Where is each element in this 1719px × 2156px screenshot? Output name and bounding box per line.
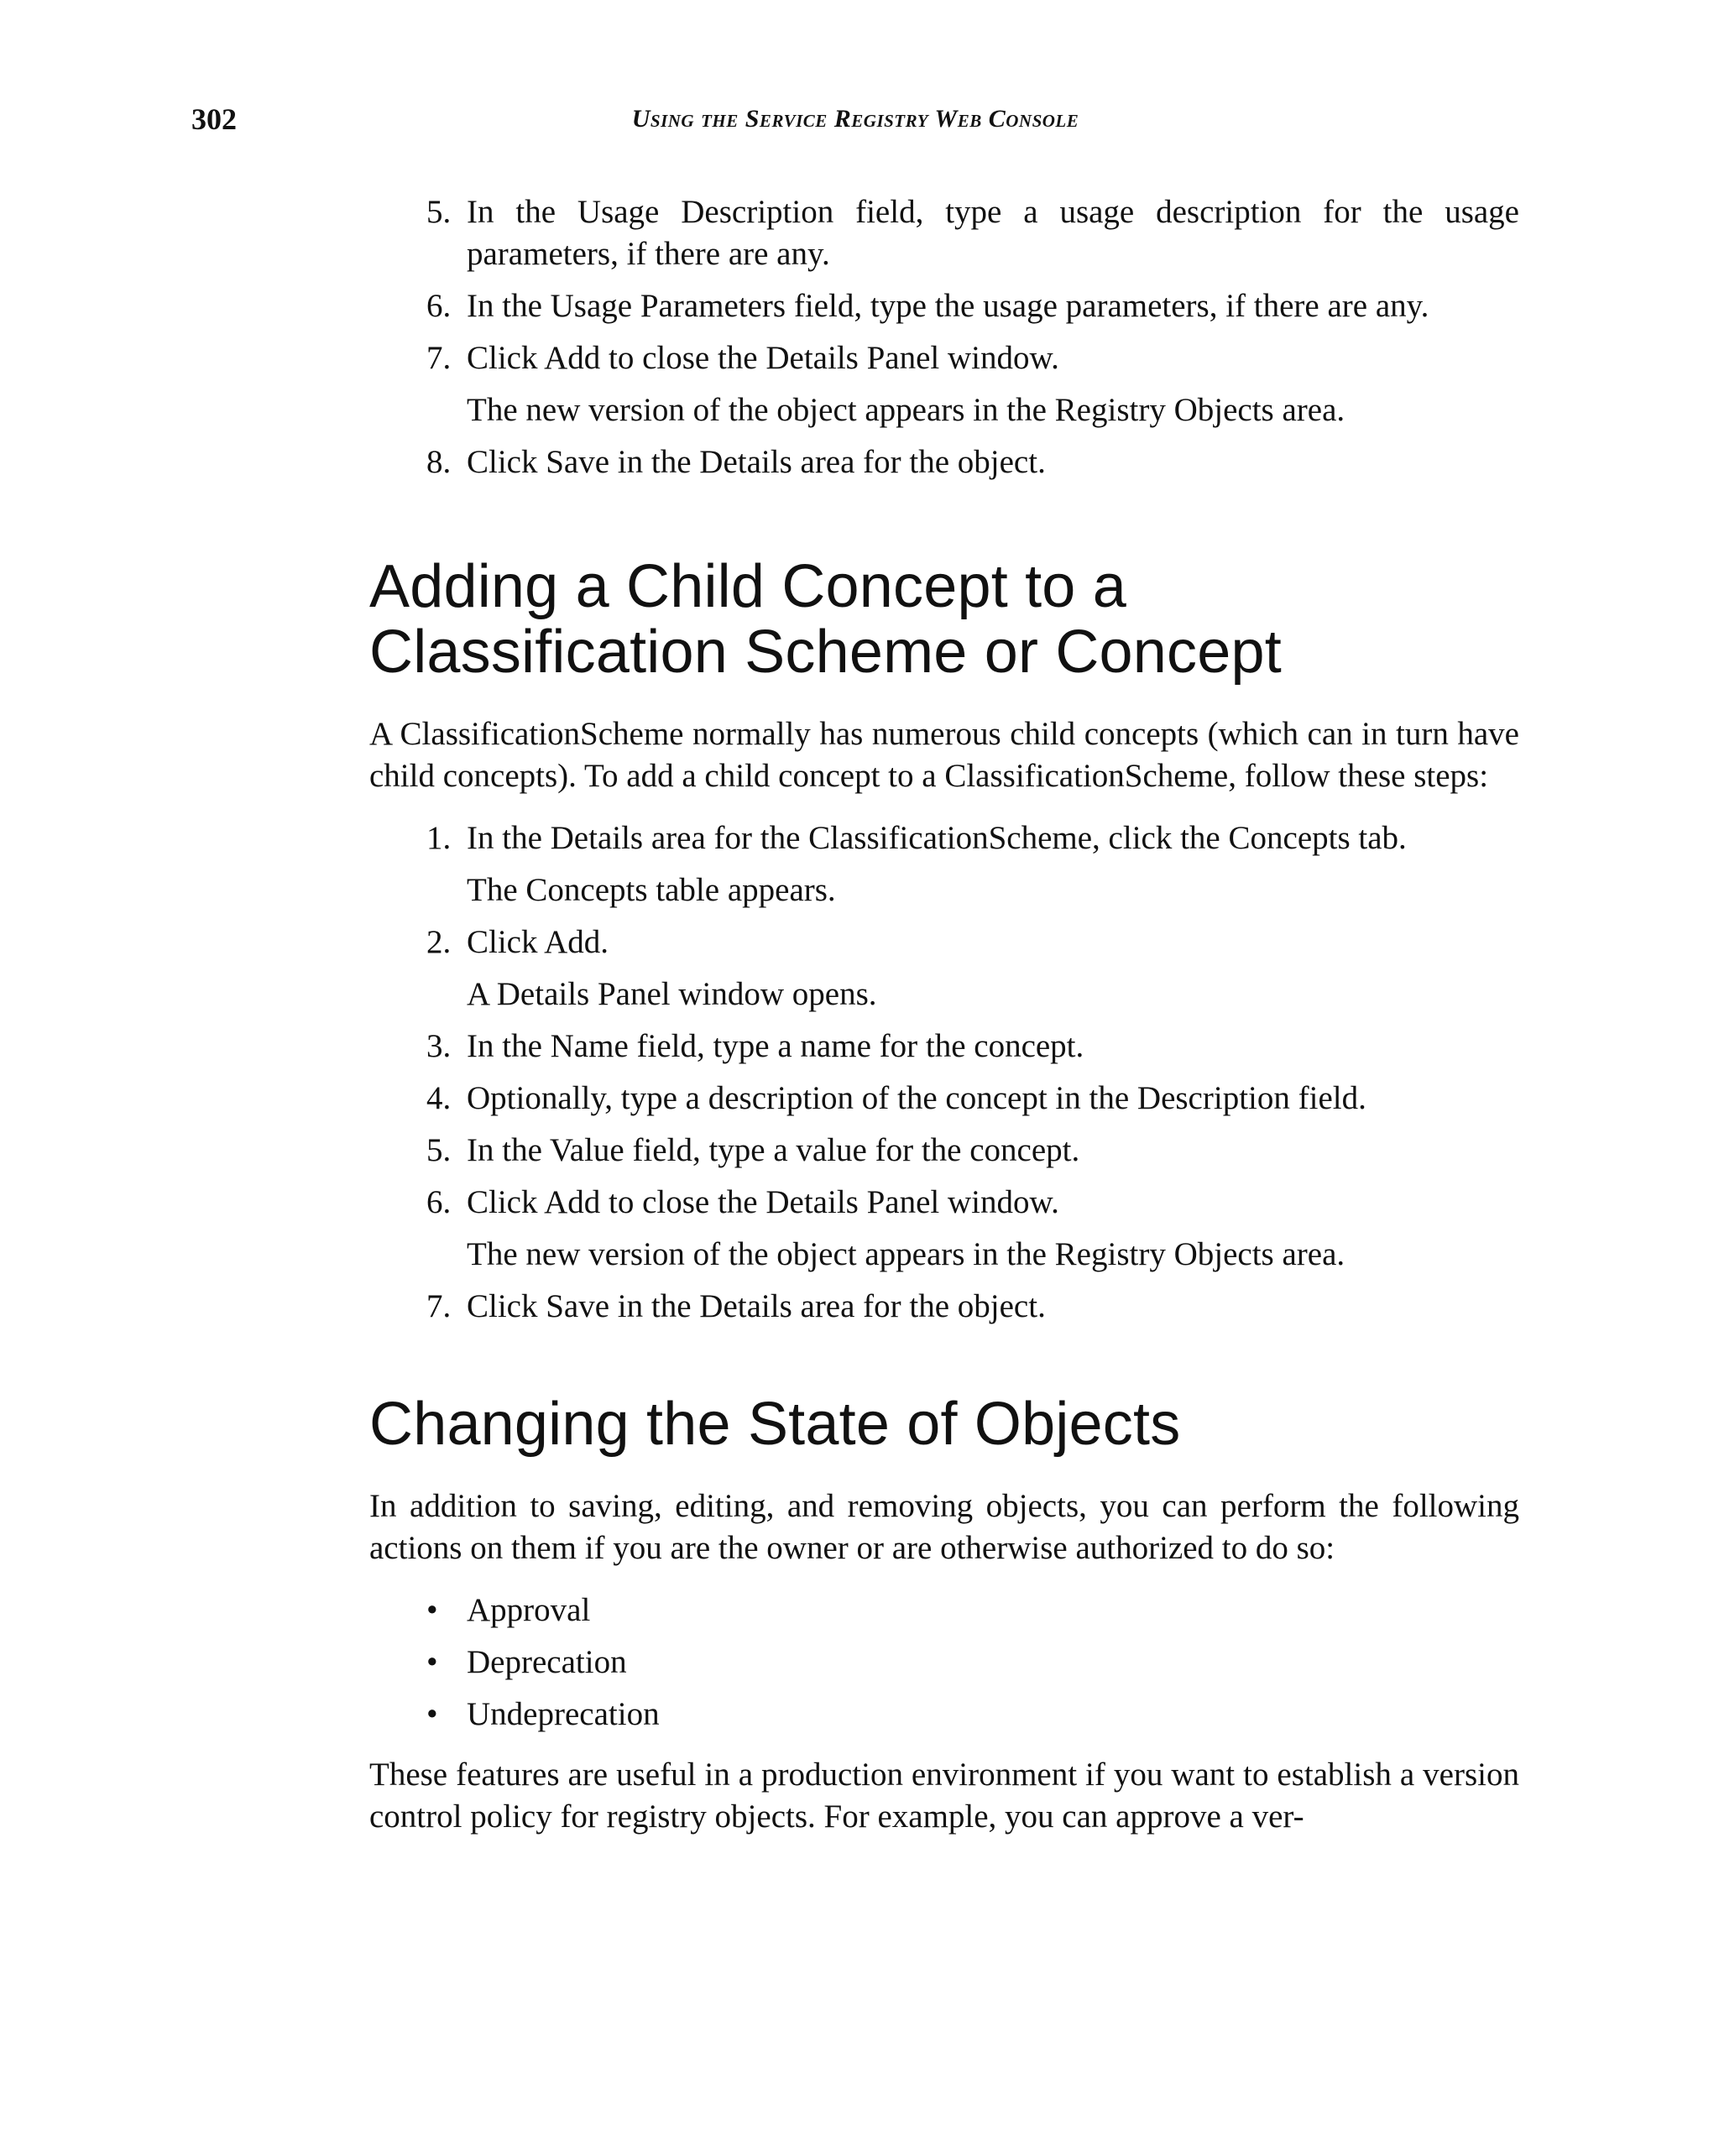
list-item <box>369 921 1519 1015</box>
list-item <box>369 1026 1519 1068</box>
child-concept-steps-list <box>369 817 1519 1328</box>
step-number: 4. <box>426 1080 452 1116</box>
step-number: 5. <box>426 1132 452 1168</box>
step-text: In the Details area for the ClassificationScheme, click the Concepts tab. <box>467 820 1407 856</box>
step-text: Click Add to close the Details Panel window. <box>467 340 1059 376</box>
list-item <box>369 817 1519 911</box>
bullet-text: Undeprecation <box>467 1696 660 1732</box>
heading-line: Classification Scheme or Concept <box>369 619 1282 686</box>
step-number: 1. <box>426 820 452 856</box>
step-number: 6. <box>426 288 452 324</box>
bullet-icon: • <box>426 1696 438 1732</box>
bullet-icon: • <box>426 1592 438 1628</box>
step-note: The new version of the object appears in the Registry Objects area. <box>467 1236 1345 1272</box>
step-number: 5. <box>426 194 452 230</box>
step-number: 7. <box>426 1288 452 1324</box>
state-actions-list <box>369 1590 1519 1736</box>
step-text: Click Add to close the Details Panel window. <box>467 1184 1059 1220</box>
bullet-text: Deprecation <box>467 1644 627 1680</box>
section-paragraph: In addition to saving, editing, and removing objects, you can perform the following actions on them if you are the owner or are otherwise authorized to do so: <box>369 1488 1519 1566</box>
list-item <box>369 1286 1519 1328</box>
step-number: 8. <box>426 444 452 480</box>
section-heading-changing-state: Changing the State of Objects <box>369 1391 1181 1458</box>
heading-line: Adding a Child Concept to a <box>369 553 1126 620</box>
list-item <box>369 1694 1519 1736</box>
list-item <box>369 285 1519 327</box>
intro-steps-list <box>369 191 1519 483</box>
section-paragraph: These features are useful in a production environment if you want to establish a version control policy for registry objects. For example, you can approve a ver- <box>369 1757 1519 1835</box>
step-text: Click Save in the Details area for the object. <box>467 1288 1046 1324</box>
list-item <box>369 191 1519 275</box>
step-text: In the Usage Parameters field, type the usage parameters, if there are any. <box>467 288 1429 324</box>
step-number: 3. <box>426 1028 452 1064</box>
list-item <box>369 1130 1519 1172</box>
step-note: The Concepts table appears. <box>467 872 836 908</box>
list-item <box>369 1642 1519 1684</box>
section-paragraph: A ClassificationScheme normally has numerous child concepts (which can in turn have child concepts). To add a child concept to a ClassificationScheme, follow these steps: <box>369 716 1519 794</box>
step-text: In the Usage Description field, type a usage description for the usage parameters, if there are any. <box>467 194 1519 272</box>
step-note: A Details Panel window opens. <box>467 976 877 1012</box>
step-number: 2. <box>426 924 452 960</box>
list-item <box>369 1182 1519 1276</box>
step-text: In the Value field, type a value for the concept. <box>467 1132 1080 1168</box>
section-heading-child-concept <box>369 554 1519 685</box>
list-item <box>369 337 1519 431</box>
list-item <box>369 1078 1519 1120</box>
step-text: In the Name field, type a name for the concept. <box>467 1028 1084 1064</box>
page-header <box>191 99 1519 149</box>
list-item <box>369 441 1519 483</box>
page-number: 302 <box>191 102 237 136</box>
bullet-icon: • <box>426 1644 438 1680</box>
step-text: Optionally, type a description of the concept in the Description field. <box>467 1080 1366 1116</box>
step-note: The new version of the object appears in the Registry Objects area. <box>467 392 1345 428</box>
step-number: 6. <box>426 1184 452 1220</box>
bullet-text: Approval <box>467 1592 591 1628</box>
step-number: 7. <box>426 340 452 376</box>
list-item <box>369 1590 1519 1631</box>
step-text: Click Save in the Details area for the object. <box>467 444 1046 480</box>
running-head: Using the Service Registry Web Console <box>631 105 1079 133</box>
page-content <box>369 191 1519 1838</box>
step-text: Click Add. <box>467 924 609 960</box>
